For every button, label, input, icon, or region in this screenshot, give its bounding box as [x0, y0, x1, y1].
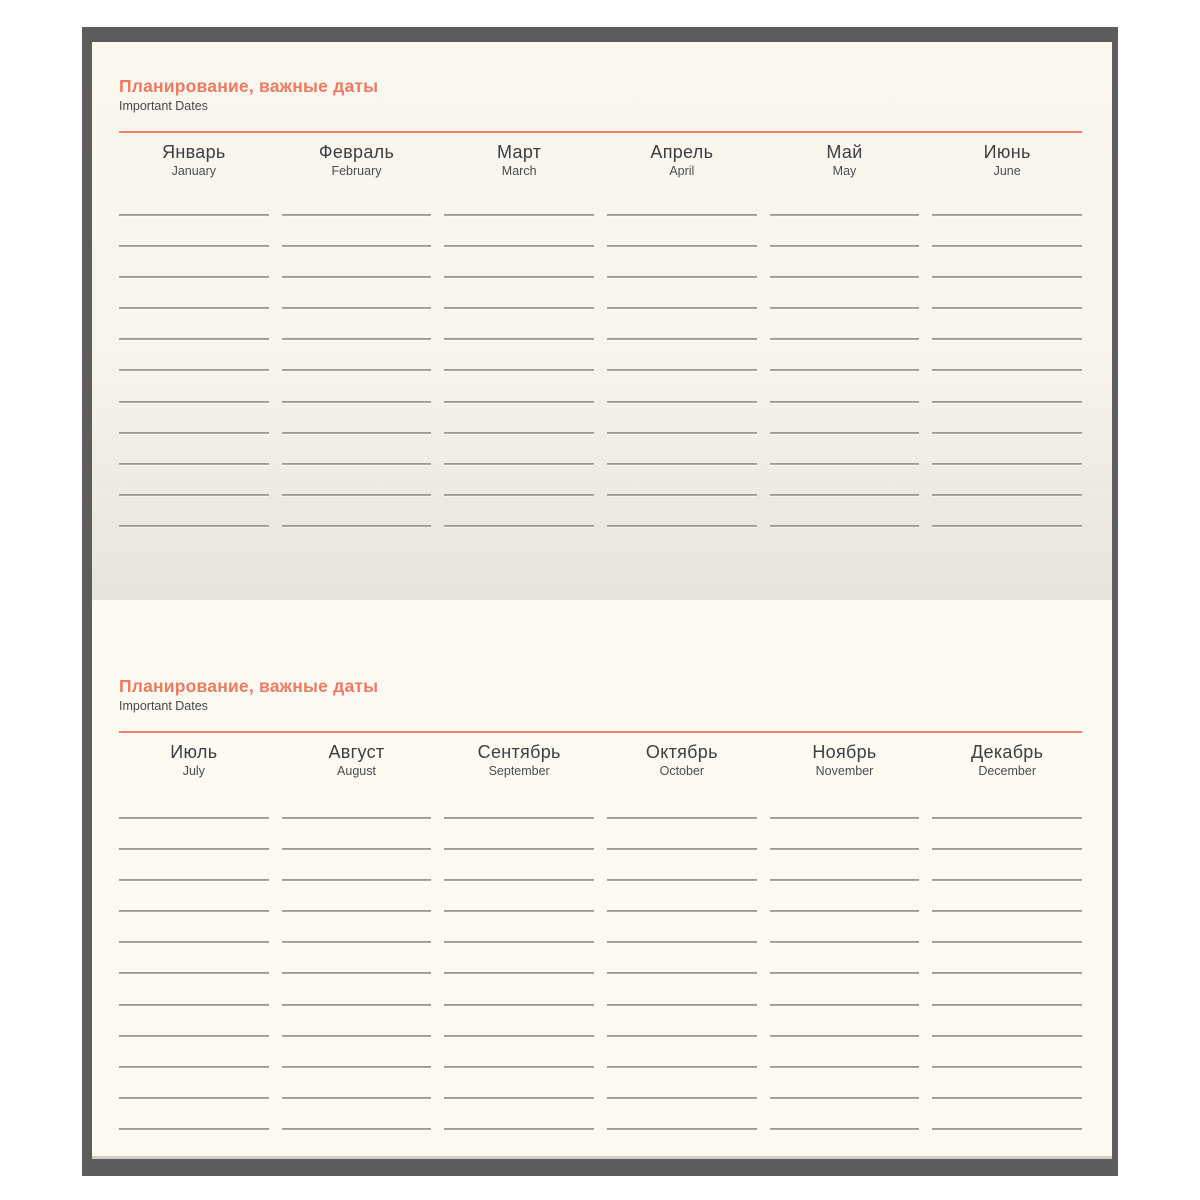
month-name-ru: Июль — [170, 742, 218, 762]
ruled-line — [119, 214, 269, 216]
ruled-line — [770, 525, 920, 527]
ruled-line — [119, 494, 269, 496]
ruled-line — [444, 941, 594, 943]
month-name-ru: Январь — [162, 142, 226, 162]
ruled-line — [770, 941, 920, 943]
month-name-en: February — [331, 164, 382, 178]
ruled-line — [282, 494, 432, 496]
ruled-line — [607, 369, 757, 371]
ruled-line — [770, 276, 920, 278]
month-name-en: October — [659, 764, 705, 778]
ruled-line — [282, 1066, 432, 1068]
ruled-line — [607, 1066, 757, 1068]
ruled-line — [770, 1066, 920, 1068]
ruled-line — [282, 848, 432, 850]
ruled-line — [770, 848, 920, 850]
ruled-line — [932, 494, 1082, 496]
ruled-line — [444, 1128, 594, 1130]
months-header-row — [119, 142, 1082, 179]
ruled-line — [444, 1004, 594, 1006]
ruled-line — [282, 525, 432, 527]
ruled-line — [932, 245, 1082, 247]
ruled-line — [282, 214, 432, 216]
ruled-line — [607, 307, 757, 309]
accent-rule — [119, 731, 1082, 733]
ruled-line — [607, 817, 757, 819]
ruled-line — [444, 401, 594, 403]
month-name-en: December — [978, 764, 1036, 778]
ruled-line — [119, 817, 269, 819]
month-header-april — [607, 142, 757, 179]
ruled-line — [607, 463, 757, 465]
ruled-line — [932, 1128, 1082, 1130]
ruled-line — [770, 245, 920, 247]
ruled-line — [444, 910, 594, 912]
ruled-line — [770, 307, 920, 309]
ruled-line — [282, 879, 432, 881]
ruled-line — [444, 817, 594, 819]
ruled-line — [770, 910, 920, 912]
month-header-october — [607, 742, 757, 779]
ruled-line — [932, 910, 1082, 912]
month-header-february — [282, 142, 432, 179]
ruled-line — [932, 463, 1082, 465]
ruled-line — [770, 1128, 920, 1130]
ruled-line — [119, 1035, 269, 1037]
month-header-november — [770, 742, 920, 779]
month-header-march — [444, 142, 594, 179]
ruled-line — [119, 1097, 269, 1099]
ruled-line — [932, 1066, 1082, 1068]
ruled-line — [119, 1128, 269, 1130]
ruled-line — [770, 463, 920, 465]
lines-column-december — [932, 817, 1082, 1130]
month-header-january — [119, 142, 269, 179]
ruled-line — [607, 214, 757, 216]
ruled-line — [119, 338, 269, 340]
ruled-line — [282, 245, 432, 247]
ruled-line — [607, 432, 757, 434]
ruled-line — [932, 1097, 1082, 1099]
month-header-july — [119, 742, 269, 779]
ruled-line — [119, 401, 269, 403]
ruled-line — [444, 338, 594, 340]
ruled-line — [770, 494, 920, 496]
month-name-en: November — [815, 764, 874, 778]
ruled-line — [932, 432, 1082, 434]
month-name-en: September — [488, 764, 550, 778]
page-bottom — [92, 600, 1112, 1159]
ruled-line — [444, 525, 594, 527]
lines-column-march — [444, 214, 594, 527]
ruled-line — [770, 214, 920, 216]
ruled-line — [444, 1097, 594, 1099]
ruled-line — [770, 338, 920, 340]
ruled-line — [119, 307, 269, 309]
ruled-line — [282, 1097, 432, 1099]
section-subtitle: Important Dates — [119, 99, 208, 113]
ruled-line — [282, 817, 432, 819]
ruled-line — [607, 941, 757, 943]
month-name-ru: Сентябрь — [477, 742, 561, 762]
ruled-line — [282, 369, 432, 371]
lines-column-january — [119, 214, 269, 527]
ruled-line — [607, 276, 757, 278]
month-name-en: January — [171, 164, 217, 178]
month-name-en: May — [832, 164, 857, 178]
ruled-line — [770, 369, 920, 371]
ruled-line — [119, 910, 269, 912]
section-title: Планирование, важные даты — [119, 76, 379, 96]
ruled-line — [770, 1097, 920, 1099]
month-header-september — [444, 742, 594, 779]
month-name-en: July — [182, 764, 205, 778]
month-name-ru: Август — [328, 742, 385, 762]
page-stack — [92, 42, 1112, 1159]
page-top — [92, 42, 1112, 600]
lines-column-october — [607, 817, 757, 1130]
ruled-line — [932, 276, 1082, 278]
ruled-line — [932, 525, 1082, 527]
ruled-line — [770, 879, 920, 881]
lines-column-september — [444, 817, 594, 1130]
ruled-line — [444, 463, 594, 465]
month-header-august — [282, 742, 432, 779]
ruled-line — [770, 1004, 920, 1006]
ruled-line — [119, 276, 269, 278]
ruled-line — [932, 214, 1082, 216]
month-name-ru: Май — [826, 142, 863, 162]
month-name-ru: Ноябрь — [812, 742, 877, 762]
lines-column-april — [607, 214, 757, 527]
ruled-line — [119, 879, 269, 881]
ruled-line — [932, 307, 1082, 309]
section-subtitle: Important Dates — [119, 699, 208, 713]
ruled-line — [444, 276, 594, 278]
lines-column-july — [119, 817, 269, 1130]
lines-column-may — [770, 214, 920, 527]
ruled-line — [932, 848, 1082, 850]
lines-column-november — [770, 817, 920, 1130]
ruled-line — [119, 525, 269, 527]
month-header-may — [770, 142, 920, 179]
ruled-line — [119, 463, 269, 465]
ruled-line — [607, 245, 757, 247]
ruled-line — [607, 1128, 757, 1130]
ruled-line — [444, 307, 594, 309]
ruled-line — [444, 1066, 594, 1068]
ruled-line — [932, 338, 1082, 340]
ruled-line — [932, 401, 1082, 403]
ruled-line — [282, 1128, 432, 1130]
month-name-ru: Июнь — [983, 142, 1031, 162]
ruled-line — [932, 1004, 1082, 1006]
month-name-en: April — [669, 164, 695, 178]
ruled-line — [932, 972, 1082, 974]
ruled-line — [770, 401, 920, 403]
ruled-line — [282, 401, 432, 403]
ruled-line — [607, 879, 757, 881]
ruled-line — [770, 432, 920, 434]
ruled-line — [444, 369, 594, 371]
month-header-june — [932, 142, 1082, 179]
book-cover-frame — [82, 27, 1118, 1176]
ruled-line — [444, 494, 594, 496]
month-name-en: August — [337, 764, 376, 778]
ruled-line — [282, 972, 432, 974]
ruled-line — [770, 972, 920, 974]
ruled-line — [444, 972, 594, 974]
ruled-line — [607, 848, 757, 850]
ruled-line — [444, 214, 594, 216]
ruled-line — [607, 494, 757, 496]
ruled-line — [444, 1035, 594, 1037]
month-name-ru: Февраль — [318, 142, 395, 162]
month-name-en: March — [501, 164, 537, 178]
ruled-line — [607, 1035, 757, 1037]
ruled-line — [444, 432, 594, 434]
ruled-line — [282, 307, 432, 309]
lines-column-august — [282, 817, 432, 1130]
ruled-line — [119, 245, 269, 247]
ruled-line — [282, 432, 432, 434]
ruled-line — [932, 941, 1082, 943]
ruled-line — [282, 910, 432, 912]
ruled-line — [444, 879, 594, 881]
ruled-line — [607, 1097, 757, 1099]
ruled-line — [932, 1035, 1082, 1037]
ruled-line — [119, 848, 269, 850]
ruled-line — [607, 972, 757, 974]
month-name-ru: Апрель — [650, 142, 714, 162]
ruled-line — [282, 463, 432, 465]
ruled-line — [282, 338, 432, 340]
lines-column-february — [282, 214, 432, 527]
month-name-ru: Март — [497, 142, 542, 162]
ruled-line — [444, 848, 594, 850]
month-name-ru: Декабрь — [971, 742, 1044, 762]
ruled-line — [119, 1004, 269, 1006]
ruled-line — [119, 369, 269, 371]
section-title: Планирование, важные даты — [119, 676, 379, 696]
ruled-line — [607, 401, 757, 403]
ruled-line — [607, 338, 757, 340]
writing-lines-grid — [119, 214, 1082, 527]
ruled-line — [282, 941, 432, 943]
ruled-line — [119, 972, 269, 974]
ruled-line — [607, 525, 757, 527]
writing-lines-grid — [119, 817, 1082, 1130]
ruled-line — [444, 245, 594, 247]
ruled-line — [119, 1066, 269, 1068]
lines-column-june — [932, 214, 1082, 527]
month-name-en: June — [993, 164, 1021, 178]
months-header-row — [119, 742, 1082, 779]
ruled-line — [770, 817, 920, 819]
ruled-line — [607, 1004, 757, 1006]
month-name-ru: Октябрь — [645, 742, 718, 762]
ruled-line — [119, 432, 269, 434]
accent-rule — [119, 131, 1082, 133]
ruled-line — [282, 276, 432, 278]
ruled-line — [607, 910, 757, 912]
ruled-line — [932, 369, 1082, 371]
month-header-december — [932, 742, 1082, 779]
ruled-line — [932, 817, 1082, 819]
ruled-line — [770, 1035, 920, 1037]
ruled-line — [282, 1035, 432, 1037]
ruled-line — [282, 1004, 432, 1006]
ruled-line — [932, 879, 1082, 881]
ruled-line — [119, 941, 269, 943]
